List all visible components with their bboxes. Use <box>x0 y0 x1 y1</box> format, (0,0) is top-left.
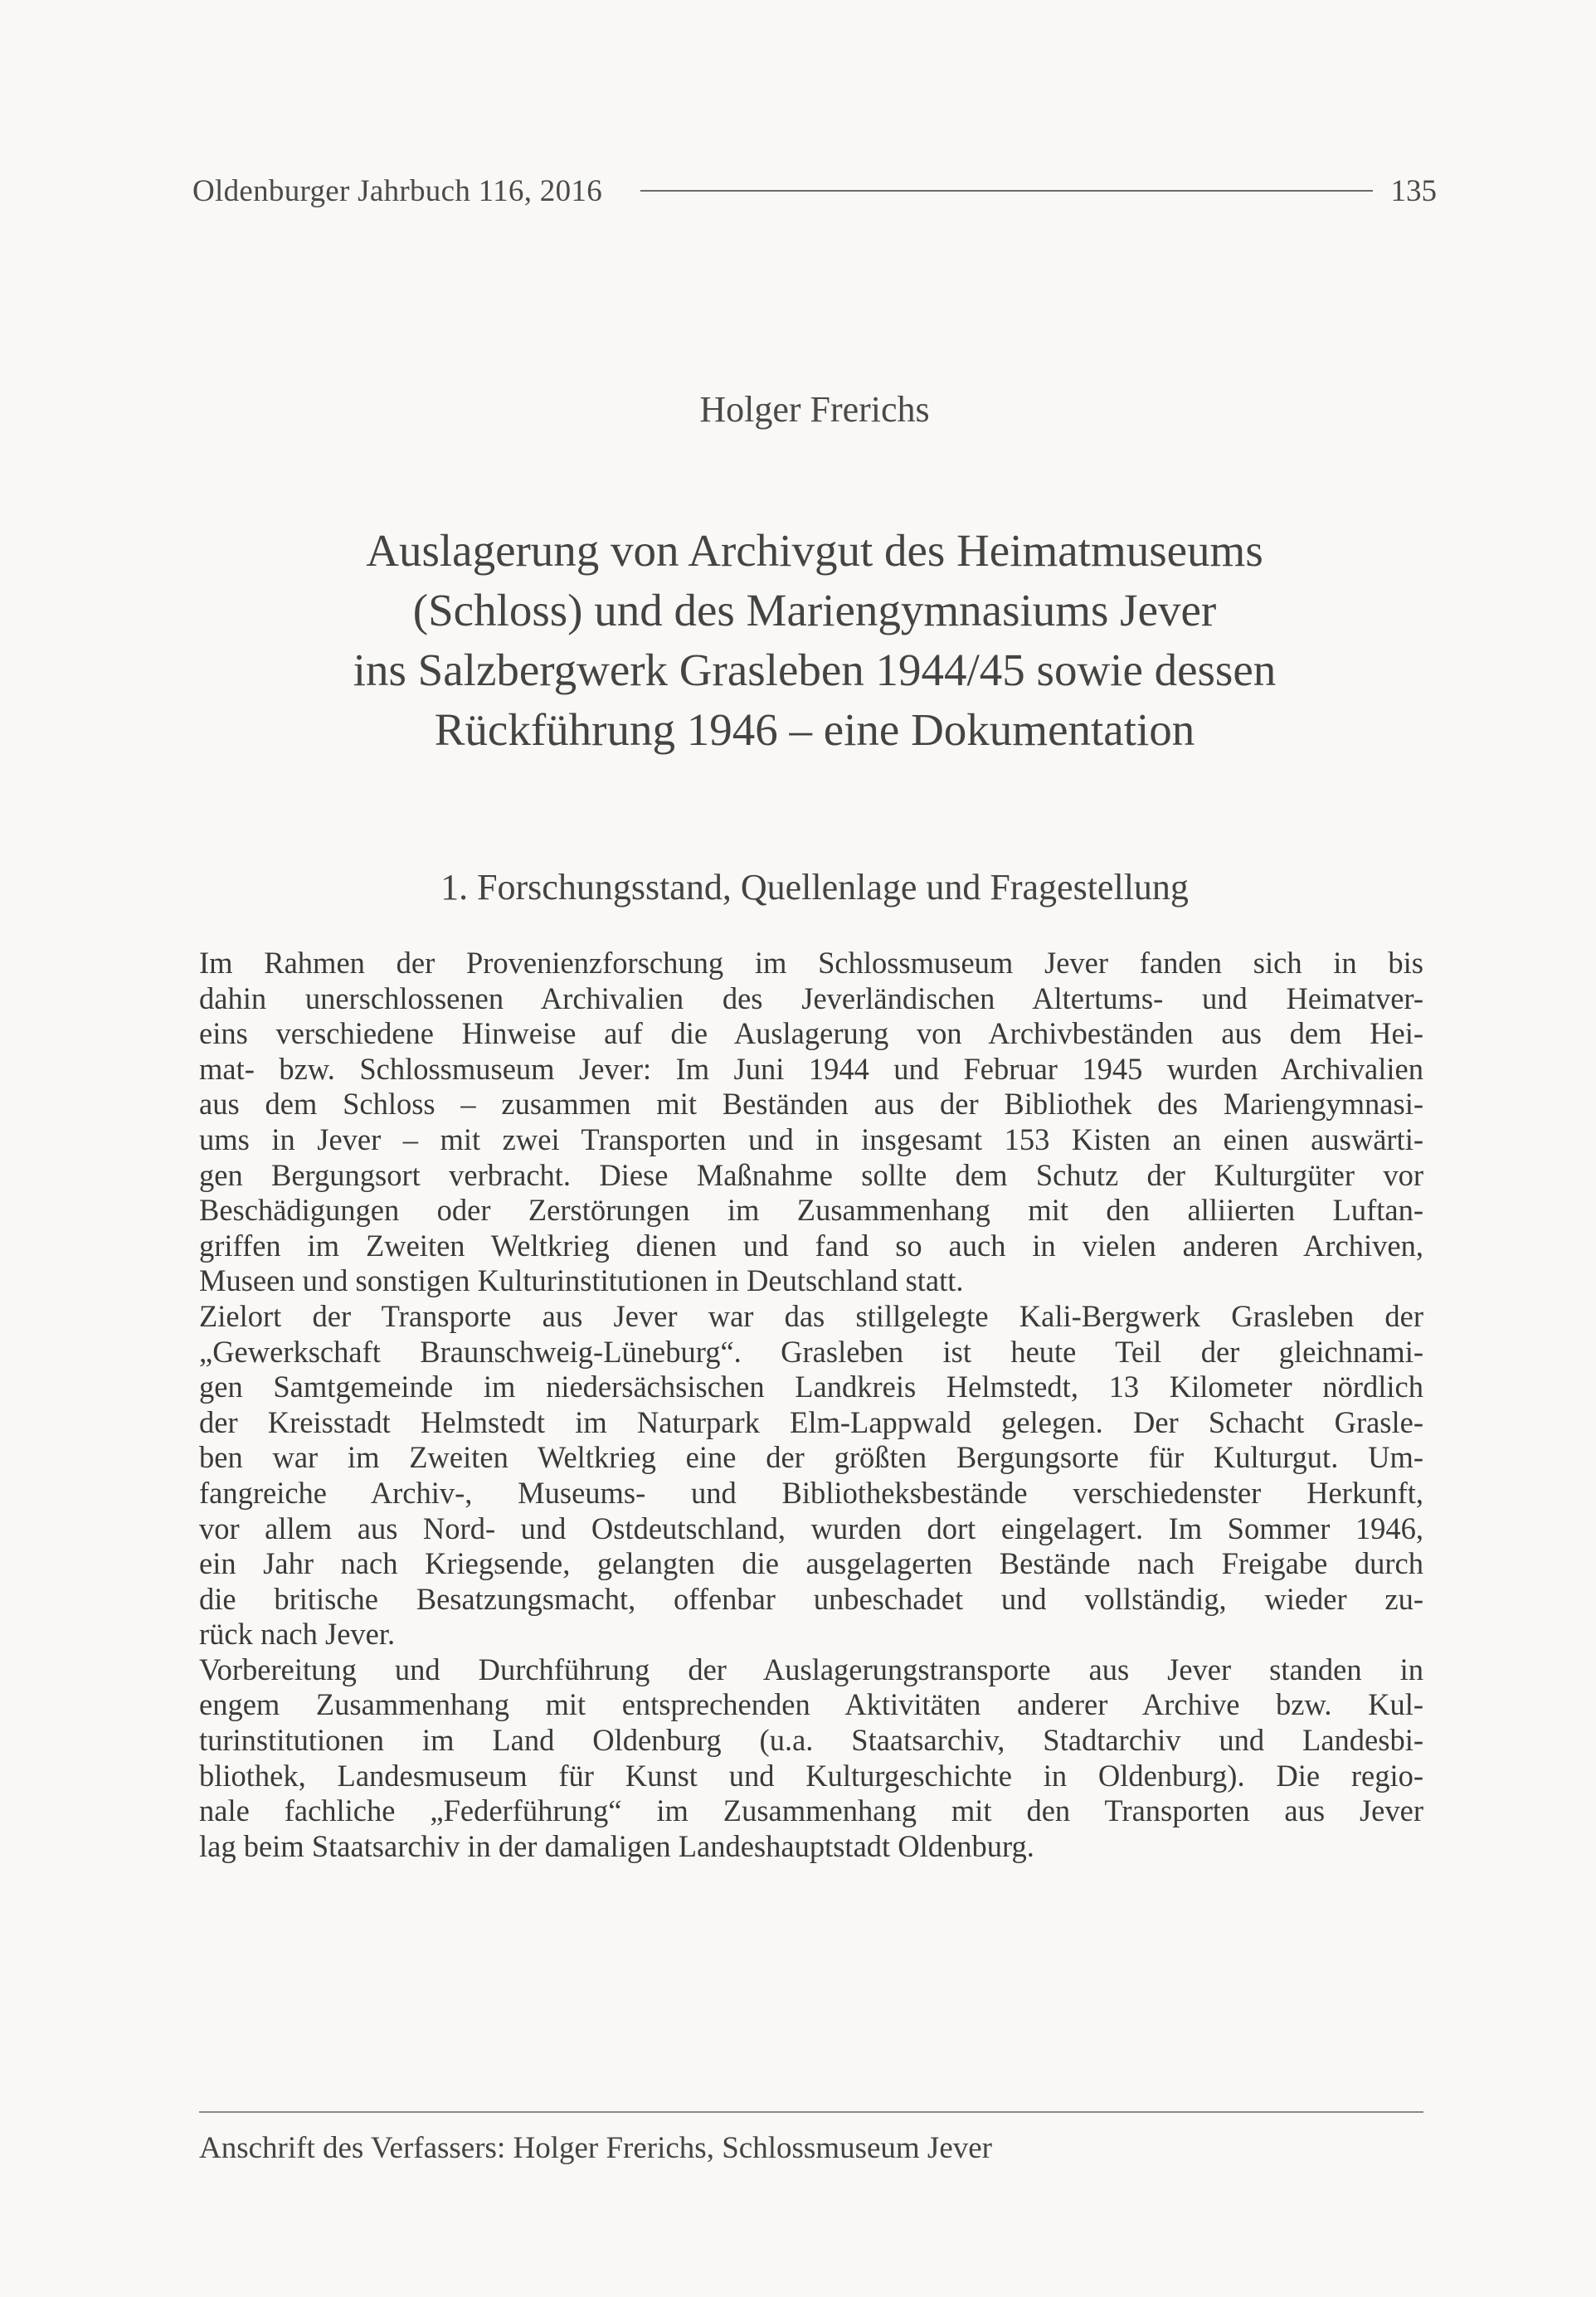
body-line: mat- bzw. Schlossmuseum Jever: Im Juni 1944 und Februar 1945 wurden Archivalien <box>199 1051 1423 1086</box>
body-line: dahin unerschlossenen Archivalien des Jeverländischen Altertums- und Heimatver- <box>199 981 1423 1015</box>
title-line: Rückführung 1946 – eine Dokumentation <box>434 704 1195 755</box>
title-line: ins Salzbergwerk Grasleben 1944/45 sowie dessen <box>353 645 1277 695</box>
body-line: turinstitutionen im Land Oldenburg (u.a. Staatsarchiv, Stadtarchiv und Landesbi- <box>199 1723 1423 1758</box>
page-number: 135 <box>1390 173 1437 208</box>
body-line: gen Bergungsort verbracht. Diese Maßnahme sollte dem Schutz der Kulturgüter vor <box>199 1157 1423 1192</box>
body-line: vor allem aus Nord- und Ostdeutschland, wurden dort eingelagert. Im Sommer 1946, <box>199 1511 1423 1545</box>
body-line: bliothek, Landesmuseum für Kunst und Kulturgeschichte in Oldenburg). Die regio- <box>199 1758 1423 1793</box>
body-text <box>199 946 1423 1864</box>
body-line: die britische Besatzungsmacht, offenbar unbeschadet und vollständig, wieder zu- <box>199 1581 1423 1616</box>
body-line: engem Zusammenhang mit entsprechenden Aktivitäten anderer Archive bzw. Kul- <box>199 1687 1423 1722</box>
article-title <box>192 521 1437 760</box>
body-line: Vorbereitung und Durchführung der Auslagerungstransporte aus Jever standen in <box>199 1652 1423 1686</box>
body-line: Museen und sonstigen Kulturinstitutionen in Deutschland statt. <box>199 1263 964 1298</box>
body-line: griffen im Zweiten Weltkrieg dienen und fand so auch in vielen anderen Archiven, <box>199 1228 1423 1263</box>
body-line: ein Jahr nach Kriegsende, gelangten die ausgelagerten Bestände nach Freigabe durch <box>199 1546 1423 1581</box>
running-head <box>192 166 1437 216</box>
body-line: rück nach Jever. <box>199 1617 396 1652</box>
body-line: aus dem Schloss – zusammen mit Beständen aus der Bibliothek des Mariengymnasi- <box>199 1087 1423 1122</box>
body-line: lag beim Staatsarchiv in der damaligen Landeshauptstadt Oldenburg. <box>199 1828 1034 1863</box>
body-line: Beschädigungen oder Zerstörungen im Zusammenhang mit den alliierten Luftan- <box>199 1193 1423 1228</box>
body-line: der Kreisstadt Helmstedt im Naturpark Elm-Lappwald gelegen. Der Schacht Grasle- <box>199 1404 1423 1439</box>
header-rule <box>640 190 1372 192</box>
body-line: Im Rahmen der Provenienzforschung im Schlossmuseum Jever fanden sich in bis <box>199 946 1423 980</box>
body-line: „Gewerkschaft Braunschweig-Lüneburg“. Grasleben ist heute Teil der gleichnami- <box>199 1334 1423 1369</box>
section-heading: 1. Forschungsstand, Quellenlage und Fragestellung <box>440 867 1189 908</box>
article-author: Holger Frerichs <box>699 389 930 430</box>
body-line: ums in Jever – mit zwei Transporten und in insgesamt 153 Kisten an einen auswärti- <box>199 1122 1423 1156</box>
title-line: (Schloss) und des Mariengymnasiums Jever <box>412 585 1217 635</box>
footnote-rule <box>199 2111 1423 2113</box>
body-line: fangreiche Archiv-, Museums- und Bibliotheksbestände verschiedenster Herkunft, <box>199 1475 1423 1510</box>
body-line: Zielort der Transporte aus Jever war das stillgelegte Kali-Bergwerk Grasleben der <box>199 1298 1423 1333</box>
body-line: eins verschiedene Hinweise auf die Auslagerung von Archivbeständen aus dem Hei- <box>199 1016 1423 1051</box>
title-line: Auslagerung von Archivgut des Heimatmuseums <box>366 525 1263 576</box>
body-line: gen Samtgemeinde im niedersächsischen Landkreis Helmstedt, 13 Kilometer nördlich <box>199 1370 1423 1404</box>
author-address-footnote: Anschrift des Verfassers: Holger Frerichs, Schlossmuseum Jever <box>199 2131 992 2165</box>
body-line: nale fachliche „Federführung“ im Zusammenhang mit den Transporten aus Jever <box>199 1793 1423 1828</box>
journal-title: Oldenburger Jahrbuch 116, 2016 <box>192 173 603 208</box>
body-line: ben war im Zweiten Weltkrieg eine der größten Bergungsorte für Kulturgut. Um- <box>199 1440 1423 1475</box>
